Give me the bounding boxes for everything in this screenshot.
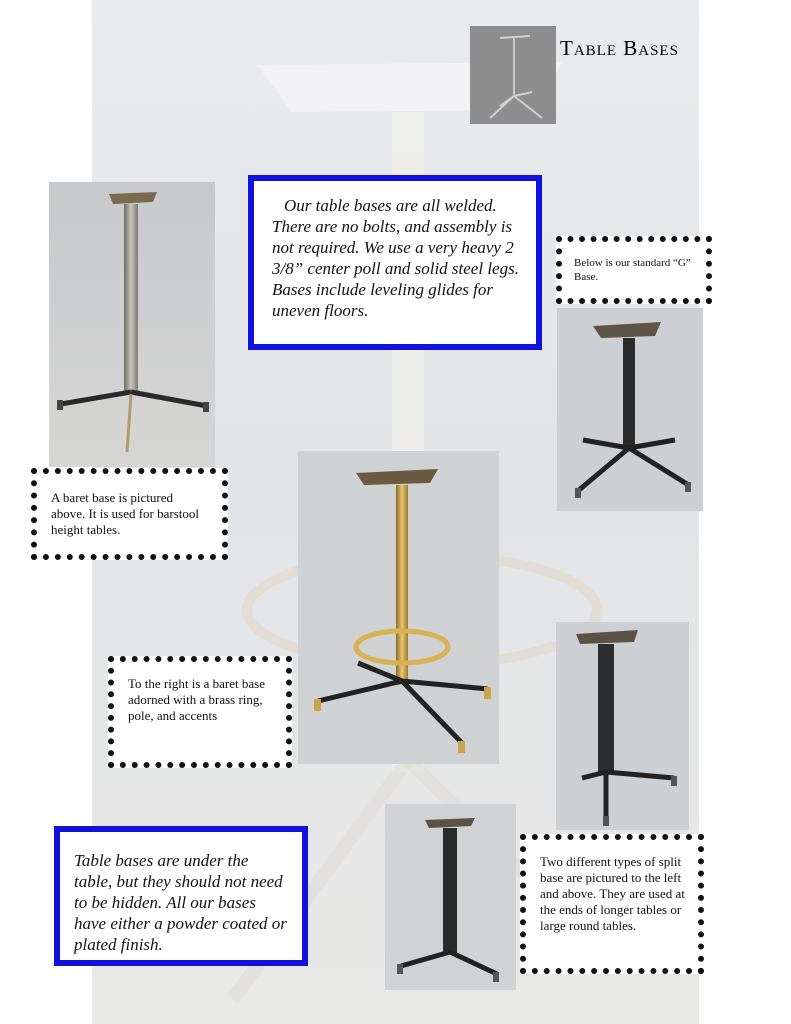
brass-caption-box <box>108 656 292 768</box>
baret-caption: A baret base is pictured above. It is used for barstool height tables. <box>51 490 200 537</box>
page-title: Table Bases <box>560 36 679 60</box>
intro-text: Our table bases are all welded. There are no bolts, and assembly is not required. We use a very heavy 2 3/8” center poll and solid steel legs. Bases include leveling glides for uneven floors. <box>272 196 519 320</box>
split-base-photo-right <box>556 622 689 830</box>
split-base-photo-bottom <box>385 804 516 990</box>
baret-base-photo <box>49 182 215 467</box>
g-base-photo <box>557 308 703 511</box>
brass-caption: To the right is a baret base adorned with a brass ring, pole, and accents <box>128 676 265 723</box>
intro-text-box <box>248 175 542 350</box>
header-thumbnail-image <box>470 26 556 124</box>
split-caption: Two different types of split base are pictured to the left and above. They are used at the ends of longer tables or large round tables. <box>540 854 685 933</box>
finish-text-box <box>54 826 308 966</box>
standard-base-caption: Below is our standard “G” Base. <box>574 257 691 283</box>
finish-text: Table bases are under the table, but they should not need to be hidden. All our bases have either a powder coated or plated finish. <box>74 851 287 954</box>
baret-caption-box <box>31 468 228 560</box>
brass-baret-base-photo <box>298 451 499 764</box>
standard-base-caption-box <box>556 236 712 304</box>
split-caption-box <box>520 834 704 974</box>
